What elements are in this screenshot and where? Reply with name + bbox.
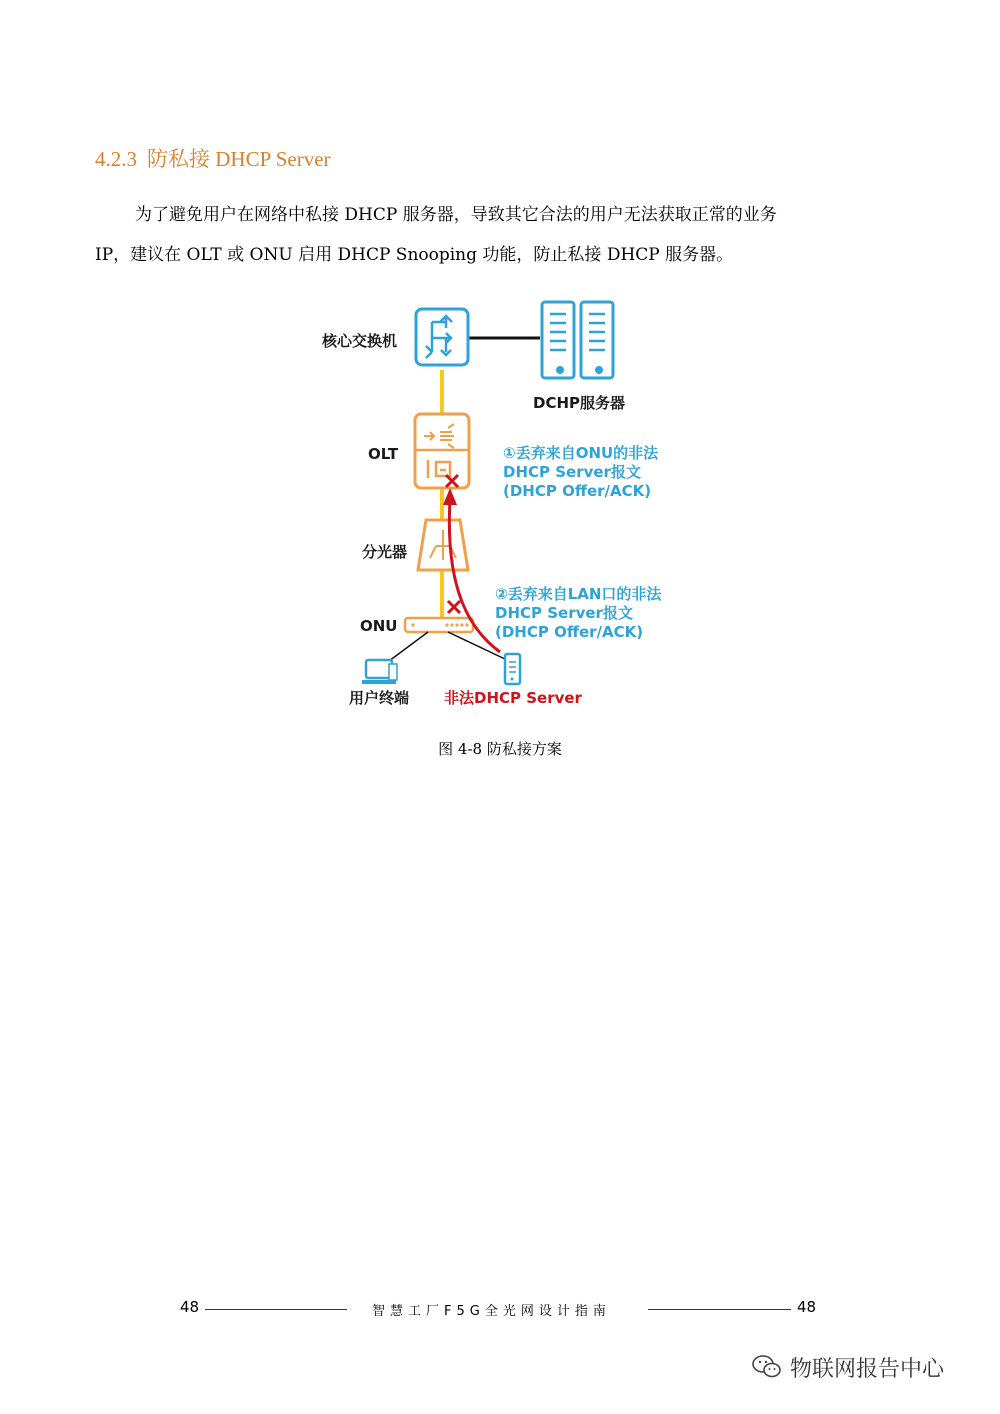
splitter-label: 分光器 — [362, 543, 408, 561]
dhcp-server-label: DCHP服务器 — [533, 394, 626, 412]
page-number-left: 48 — [180, 1298, 200, 1316]
note-olt-line-1: ①丢弃来自ONU的非法 — [503, 444, 659, 462]
illegal-server-label: 非法DHCP Server — [444, 689, 582, 707]
user-terminal-label: 用户终端 — [349, 689, 410, 707]
pc-icon — [362, 660, 397, 684]
onu-icon — [405, 618, 473, 632]
paragraph-line-2: IP，建议在 OLT 或 ONU 启用 DHCP Snooping 功能，防止私接 DHCP 服务器。 — [95, 245, 734, 265]
paragraph-line-1: 为了避免用户在网络中私接 DHCP 服务器，导致其它合法的用户无法获取正常的业务 — [135, 205, 777, 225]
page-footer — [0, 1298, 1000, 1322]
note-onu-line-3: (DHCP Offer/ACK) — [495, 623, 644, 641]
section-title: 防私接 DHCP Server — [147, 147, 331, 171]
wechat-icon — [752, 1354, 782, 1380]
note-onu-line-2: DHCP Server报文 — [495, 604, 633, 622]
section-number: 4.2.3 — [95, 147, 137, 171]
footer-rule-left — [205, 1309, 347, 1310]
onu-label: ONU — [360, 617, 398, 635]
server-icon — [542, 302, 613, 378]
footer-rule-right — [648, 1309, 791, 1310]
olt-icon — [415, 414, 469, 488]
core-switch-label: 核心交换机 — [322, 332, 398, 350]
note-onu — [495, 585, 661, 642]
note-olt-line-2: DHCP Server报文 — [503, 463, 641, 481]
note-olt — [503, 444, 658, 501]
note-onu-line-1: ②丢弃来自LAN口的非法 — [495, 585, 662, 603]
page-number-right: 48 — [797, 1298, 817, 1316]
figure-caption: 图 4-8 防私接方案 — [438, 740, 562, 758]
illegal-server-icon — [505, 654, 520, 684]
olt-label: OLT — [368, 445, 399, 463]
core-switch-icon — [416, 309, 468, 365]
footer-title: 智慧工厂F5G全光网设计指南 — [372, 1304, 611, 1319]
watermark-text: 物联网报告中心 — [790, 1357, 945, 1382]
splitter-icon — [418, 520, 468, 570]
note-olt-line-3: (DHCP Offer/ACK) — [503, 482, 652, 500]
